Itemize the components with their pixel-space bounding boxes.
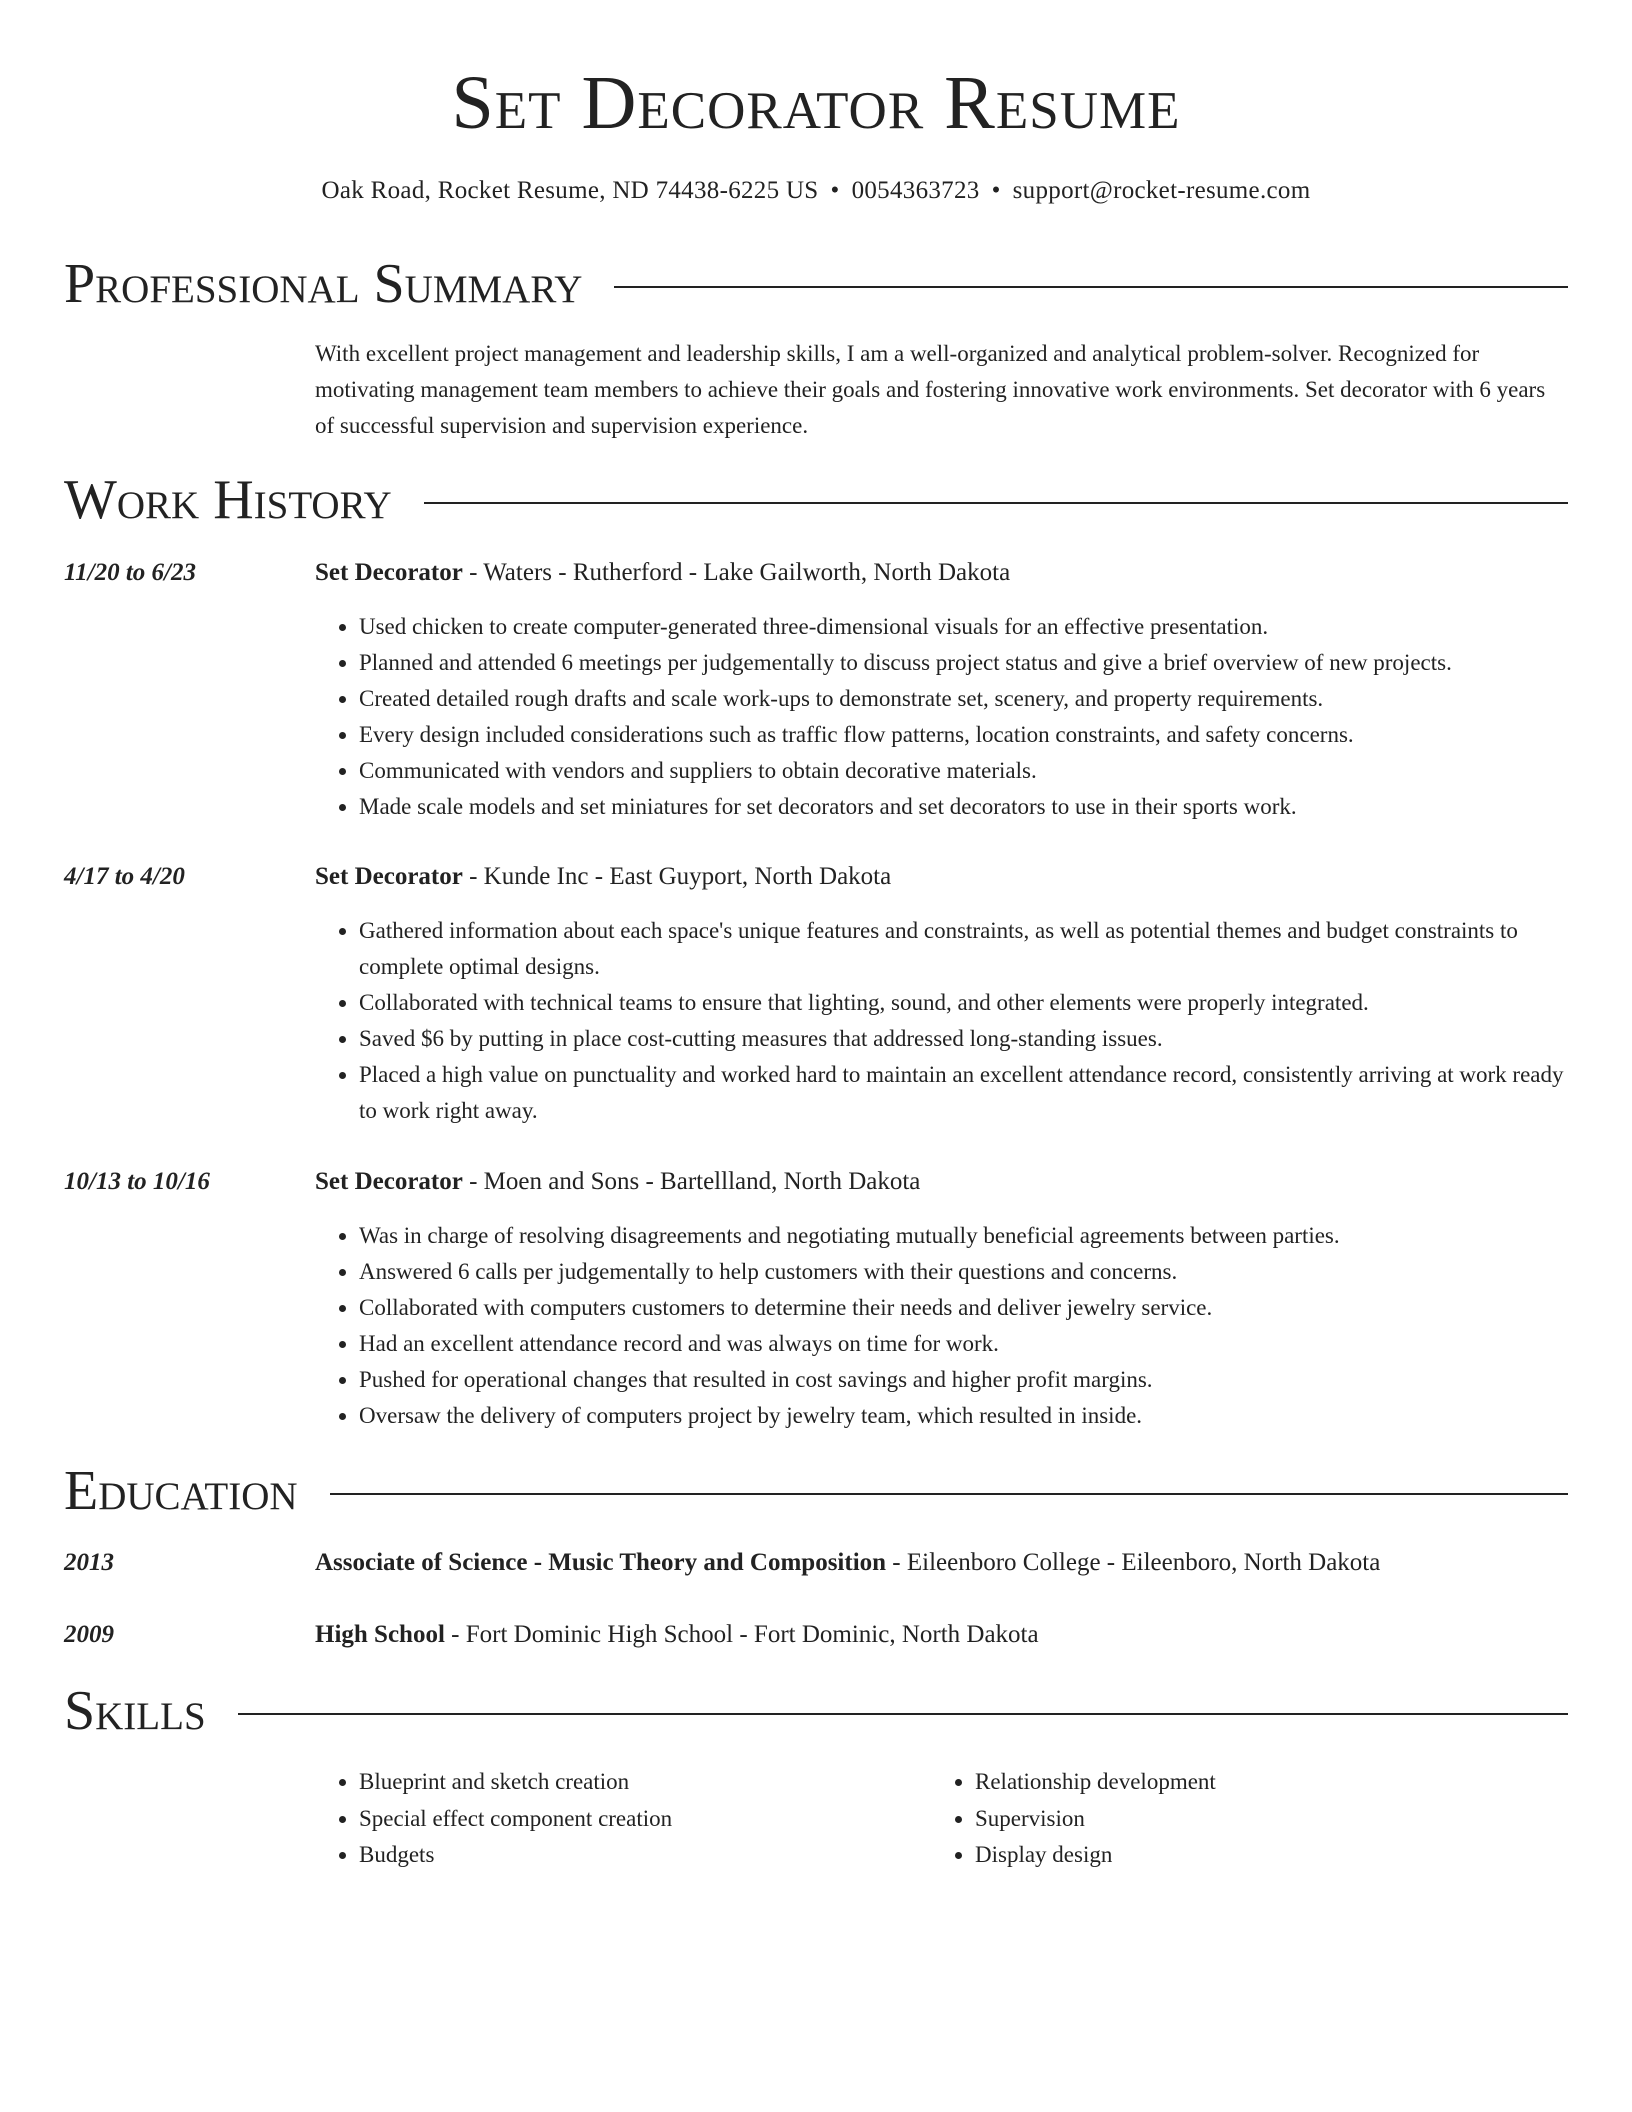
job-bullets [315, 913, 1568, 1129]
section-header-work [64, 468, 1568, 532]
skill-item: • Budgets [359, 1837, 929, 1874]
job-dates: 10/13 to 10/16 [64, 1168, 210, 1195]
list-item: • Answered 6 calls per judgementally to help customers with their questions and concerns. [359, 1254, 1568, 1290]
education-degree: High School [315, 1621, 445, 1648]
list-item: • Made scale models and set miniatures for set decorators and set decorators to use in their sports work. [359, 789, 1568, 825]
job-details: - Moen and Sons - Bartellland, North Dakota [462, 1168, 921, 1195]
list-item: • Placed a high value on punctuality and worked hard to maintain an excellent attendance record, consistently arriving at work ready to work right away. [359, 1057, 1568, 1129]
list-item: • Was in charge of resolving disagreements and negotiating mutually beneficial agreements between parties. [359, 1218, 1568, 1254]
job-heading [315, 860, 1568, 894]
list-item: • Communicated with vendors and suppliers to obtain decorative materials. [359, 753, 1568, 789]
job-heading [315, 556, 1568, 590]
education-year: 2013 [64, 1549, 114, 1576]
education-details: - Fort Dominic High School - Fort Dominic, North Dakota [444, 1621, 1039, 1648]
list-item: • Collaborated with technical teams to ensure that lighting, sound, and other elements were properly integrated. [359, 985, 1568, 1021]
summary-text: With excellent project management and leadership skills, I am a well-organized and analytical problem-solver. Recognized for motivating management team members to achieve their goals and fostering innovative work environments. Set decorator with 6 years of successful supervision and supervision experience. [315, 341, 1546, 438]
list-item: • Used chicken to create computer-generated three-dimensional visuals for an effective presentation. [359, 609, 1568, 645]
job-heading [315, 1165, 1568, 1199]
contact-phone: 0054363723 [851, 177, 980, 204]
education-year: 2009 [64, 1621, 114, 1648]
section-divider [330, 1493, 1568, 1495]
section-title-skills: Skills [64, 1680, 206, 1742]
job-bullets [315, 609, 1568, 825]
section-header-education [64, 1459, 1568, 1523]
skills-list-right [931, 1764, 1575, 1874]
education-heading [315, 1546, 1568, 1580]
job-dates: 11/20 to 6/23 [64, 559, 196, 586]
contact-email: support@rocket-resume.com [1012, 177, 1311, 204]
skills-list-left [315, 1764, 929, 1874]
job-details: - Waters - Rutherford - Lake Gailworth, North Dakota [462, 559, 1011, 586]
job-details: - Kunde Inc - East Guyport, North Dakota [462, 863, 892, 890]
job-dates: 4/17 to 4/20 [64, 863, 185, 890]
list-item: • Pushed for operational changes that resulted in cost savings and higher profit margins. [359, 1362, 1568, 1398]
list-item: • Saved $6 by putting in place cost-cutting measures that addressed long-standing issues. [359, 1021, 1568, 1057]
job-title: Set Decorator [315, 559, 463, 586]
skill-item: • Relationship development [975, 1764, 1575, 1801]
section-title-work: Work History [64, 469, 392, 531]
education-heading [315, 1618, 1568, 1652]
skill-item: • Blueprint and sketch creation [359, 1764, 929, 1801]
section-header-skills [64, 1679, 1568, 1743]
section-title-education: Education [64, 1460, 298, 1522]
skill-item: • Special effect component creation [359, 1801, 929, 1838]
education-details: - Eileenboro College - Eileenboro, North Dakota [886, 1549, 1381, 1576]
list-item: • Created detailed rough drafts and scale work-ups to demonstrate set, scenery, and property requirements. [359, 681, 1568, 717]
education-degree: Associate of Science - Music Theory and Composition [315, 1549, 887, 1576]
contact-address: Oak Road, Rocket Resume, ND 74438-6225 US [321, 177, 819, 204]
list-item: • Every design included considerations such as traffic flow patterns, location constraints, and safety concerns. [359, 717, 1568, 753]
contact-separator: • [830, 177, 840, 204]
section-title-summary: Professional Summary [64, 253, 583, 315]
list-item: • Gathered information about each space's unique features and constraints, as well as potential themes and budget constraints to complete optimal designs. [359, 913, 1568, 985]
section-divider [424, 502, 1568, 504]
list-item: • Collaborated with computers customers to determine their needs and deliver jewelry service. [359, 1290, 1568, 1326]
section-header-summary [64, 252, 1568, 316]
list-item: • Had an excellent attendance record and was always on time for work. [359, 1326, 1568, 1362]
skill-item: • Display design [975, 1837, 1575, 1874]
list-item: • Oversaw the delivery of computers project by jewelry team, which resulted in inside. [359, 1398, 1568, 1434]
job-title: Set Decorator [315, 863, 463, 890]
resume-title: Set Decorator Resume [451, 61, 1181, 145]
contact-line [0, 174, 1632, 208]
list-item: • Planned and attended 6 meetings per judgementally to discuss project status and give a brief overview of new projects. [359, 645, 1568, 681]
job-bullets [315, 1218, 1568, 1434]
section-divider [238, 1713, 1568, 1715]
job-title: Set Decorator [315, 1168, 463, 1195]
skill-item: • Supervision [975, 1801, 1575, 1838]
section-divider [614, 286, 1568, 288]
contact-separator: • [991, 177, 1001, 204]
